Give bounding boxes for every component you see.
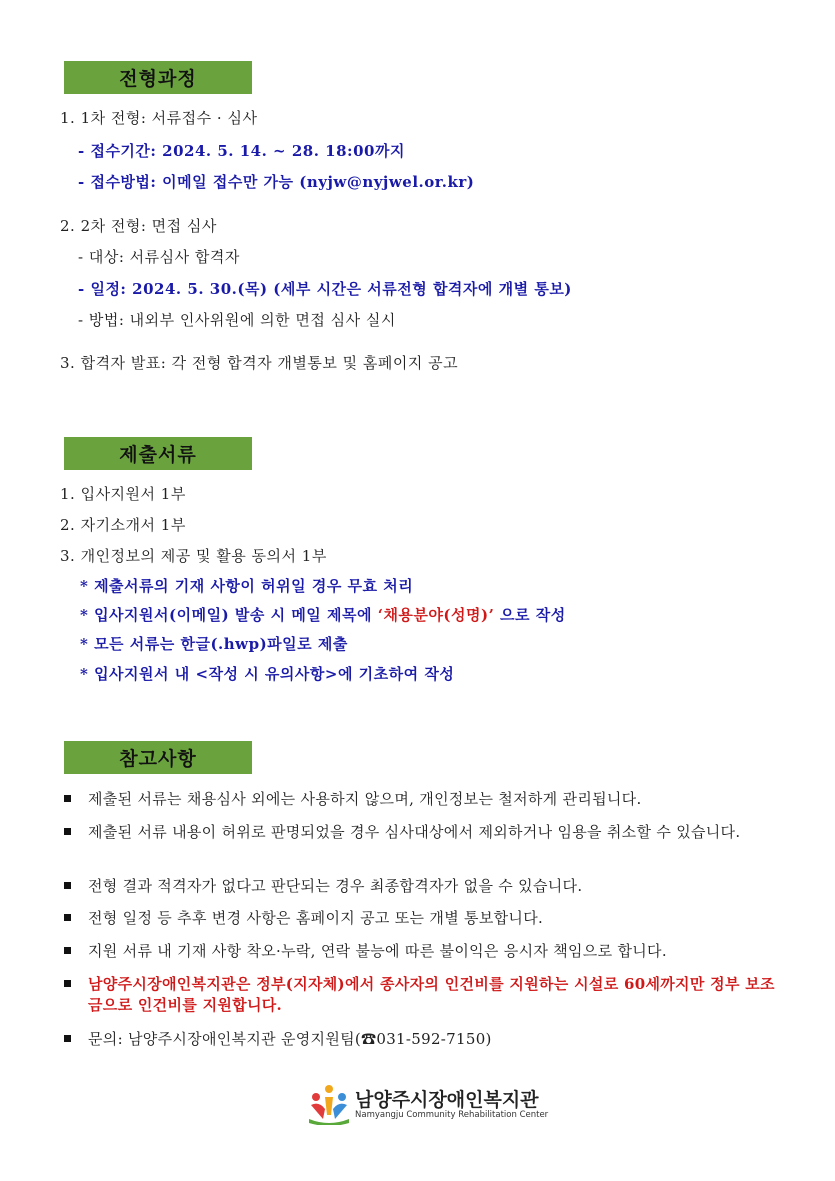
bullet-square-icon: [64, 795, 71, 802]
bullet-square-icon: [64, 914, 71, 921]
center-logo-subtitle: Namyangju Community Rehabilitation Center: [355, 1110, 549, 1120]
documents-note-2: [80, 605, 566, 625]
bullet-square-icon: [64, 882, 71, 889]
center-logo-icon: [307, 1083, 351, 1125]
process-item-2: 2. 2차 전형: 면접 심사: [60, 217, 217, 235]
documents-item-1: 1. 입사지원서 1부: [60, 485, 186, 503]
process-item-1-method: - 접수방법: 이메일 접수만 가능 (nyjw@nyjwel.or.kr): [78, 173, 475, 191]
bullet-square-icon: [64, 947, 71, 954]
process-item-2-method: - 방법: 내외부 인사위원에 의한 면접 심사 실시: [78, 311, 396, 329]
reference-item-highlight: 남양주시장애인복지관은 정부(지자체)에서 종사자의 인건비를 지원하는 시설로 60세까지만 정부 보조금으로 인건비를 지원합니다.: [64, 974, 784, 1016]
process-item-1-period: - 접수기간: 2024. 5. 14. ~ 28. 18:00까지: [78, 142, 405, 160]
reference-item-contact: 문의: 남양주시장애인복지관 운영지원팀(☎031-592-7150): [64, 1029, 784, 1050]
reference-item: 전형 결과 적격자가 없다고 판단되는 경우 최종합격자가 없을 수 있습니다.: [64, 876, 784, 897]
documents-note-3: * 모든 서류는 한글(.hwp)파일로 제출: [80, 635, 348, 653]
reference-item: 전형 일정 등 추후 변경 사항은 홈페이지 공고 또는 개별 통보합니다.: [64, 908, 784, 929]
documents-note-4: * 입사지원서 내 <작성 시 유의사항>에 기초하여 작성: [80, 665, 455, 683]
documents-note-2-after: 으로 작성: [494, 606, 566, 624]
bullet-square-icon: [64, 1035, 71, 1042]
process-item-3: 3. 합격자 발표: 각 전형 합격자 개별통보 및 홈페이지 공고: [60, 354, 459, 372]
documents-note-2-highlight: ‘채용분야(성명)’: [377, 606, 495, 624]
section-header-documents: 제출서류: [64, 437, 252, 470]
process-item-2-target: - 대상: 서류심사 합격자: [78, 248, 240, 266]
documents-item-2: 2. 자기소개서 1부: [60, 516, 186, 534]
process-item-2-schedule: - 일정: 2024. 5. 30.(목) (세부 시간은 서류전형 합격자에 개별 통보): [78, 280, 572, 298]
reference-item: 제출된 서류 내용이 허위로 판명되었을 경우 심사대상에서 제외하거나 임용을 취소할 수 있습니다.: [64, 822, 784, 843]
reference-item: 지원 서류 내 기재 사항 착오·누락, 연락 불능에 따른 불이익은 응시자 책임으로 합니다.: [64, 941, 784, 962]
center-logo: [307, 1083, 549, 1128]
documents-note-2-before: * 입사지원서(이메일) 발송 시 메일 제목에: [80, 606, 378, 624]
center-logo-name: 남양주시장애인복지관: [355, 1089, 539, 1111]
section-header-reference: 참고사항: [64, 741, 252, 774]
documents-note-1: * 제출서류의 기재 사항이 허위일 경우 무효 처리: [80, 577, 414, 595]
reference-item: 제출된 서류는 채용심사 외에는 사용하지 않으며, 개인정보는 철저하게 관리됩니다.: [64, 789, 784, 810]
process-item-1: 1. 1차 전형: 서류접수 · 심사: [60, 109, 258, 127]
documents-item-3: 3. 개인정보의 제공 및 활용 동의서 1부: [60, 547, 327, 565]
bullet-square-icon: [64, 828, 71, 835]
bullet-square-icon: [64, 980, 71, 987]
section-header-process: 전형과정: [64, 61, 252, 94]
